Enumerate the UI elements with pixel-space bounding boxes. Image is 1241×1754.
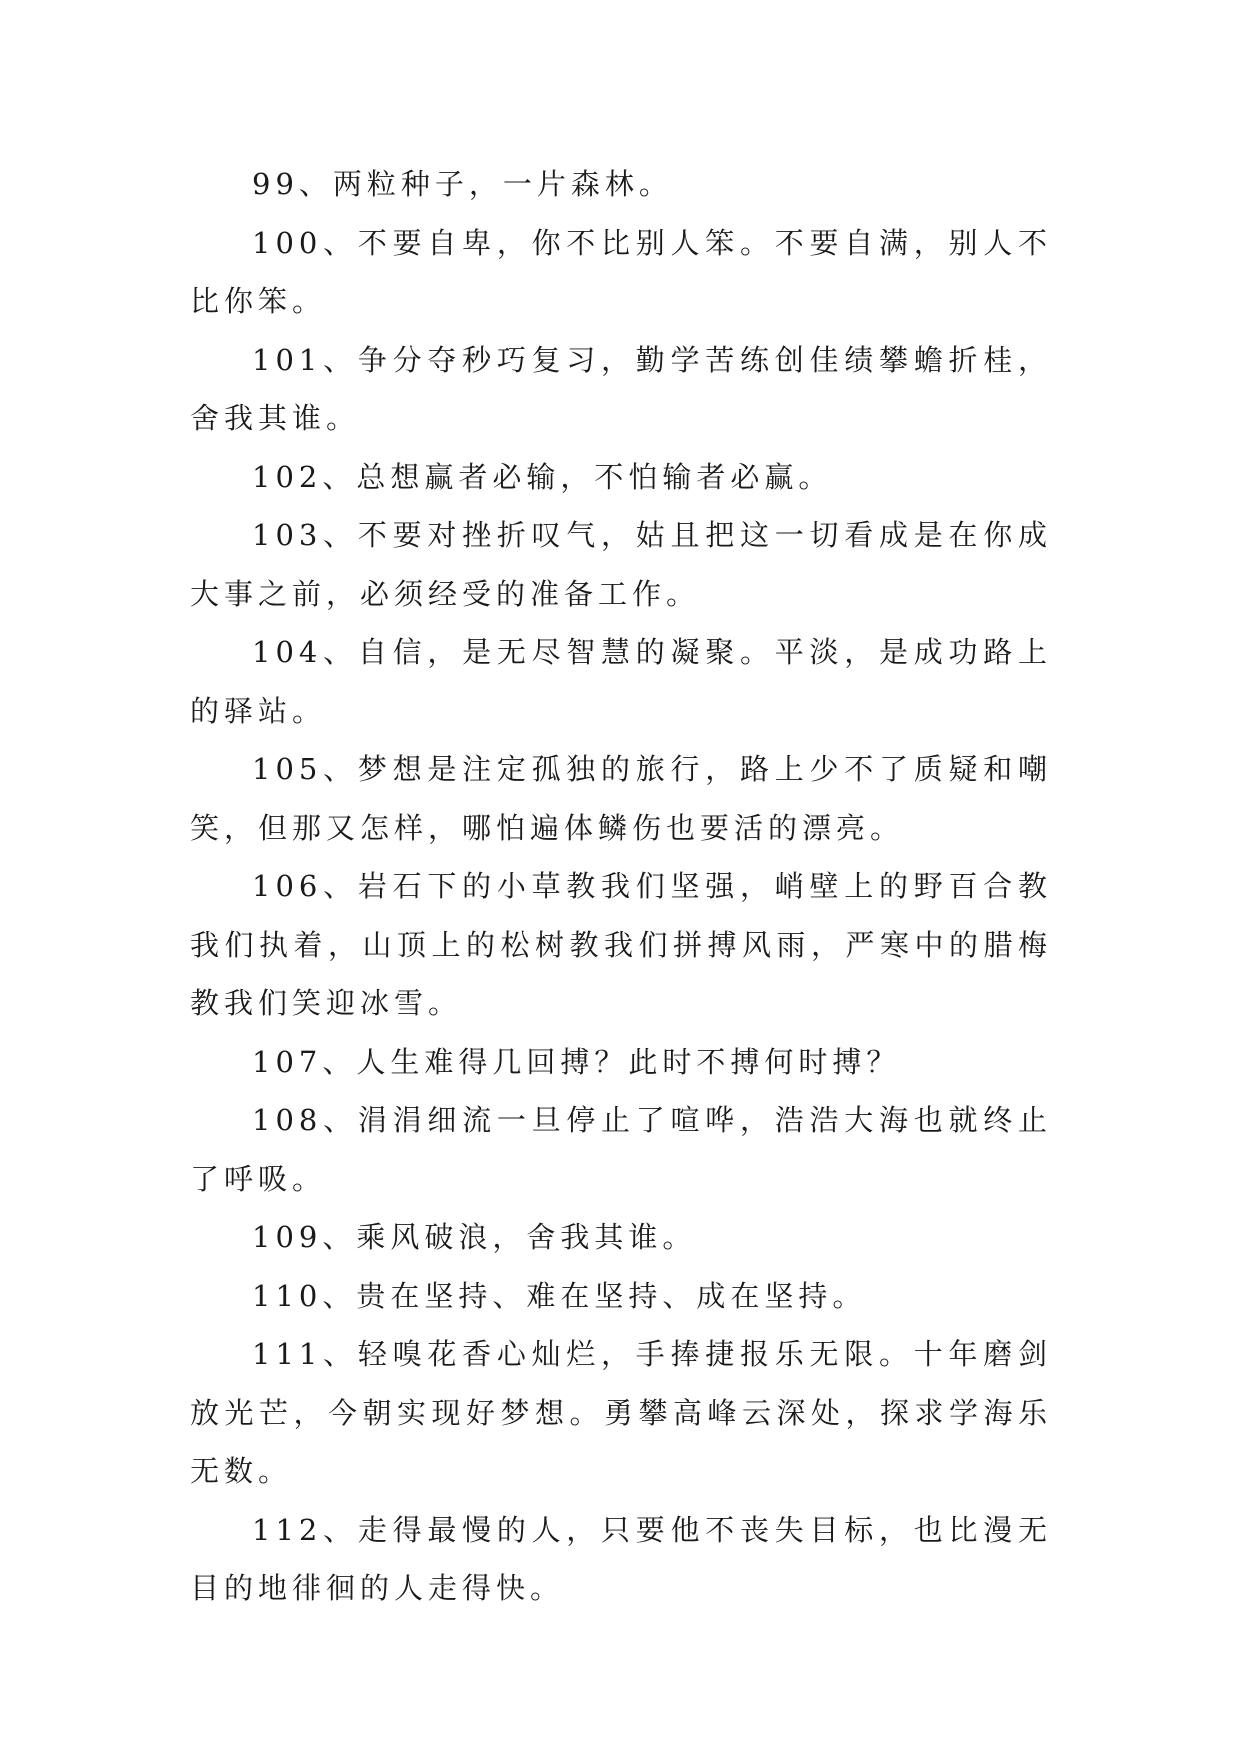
paragraph-112: 112、走得最慢的人，只要他不丧失目标，也比漫无目的地徘徊的人走得快。 <box>190 1512 1052 1605</box>
paragraph-99: 99、两粒种子，一片森林。 <box>252 167 673 201</box>
paragraph-104: 104、自信，是无尽智慧的凝聚。平淡，是成功路上的驿站。 <box>190 635 1052 728</box>
paragraph-100: 100、不要自卑，你不比别人笨。不要自满，别人不比你笨。 <box>190 225 1052 318</box>
paragraph-111: 111、轻嗅花香心灿烂，手捧捷报乐无限。十年磨剑放光芒，今朝实现好梦想。勇攀高峰云深处，探求学海乐无数。 <box>190 1337 1052 1488</box>
paragraph-101: 101、争分夺秒巧复习，勤学苦练创佳绩攀蟾折桂，舍我其谁。 <box>190 342 1052 435</box>
paragraph-103: 103、不要对挫折叹气，姑且把这一切看成是在你成大事之前，必须经受的准备工作。 <box>190 518 1052 611</box>
paragraph-107: 107、人生难得几回搏？此时不搏何时搏？ <box>252 1044 901 1079</box>
paragraph-106: 106、岩石下的小草教我们坚强，峭壁上的野百合教我们执着，山顶上的松树教我们拼搏风雨，严寒中的腊梅教我们笑迎冰雪。 <box>190 869 1052 1020</box>
paragraph-109: 109、乘风破浪，舍我其谁。 <box>252 1220 697 1254</box>
paragraph-102: 102、总想赢者必输，不怕输者必赢。 <box>252 459 833 494</box>
paragraph-105: 105、梦想是注定孤独的旅行，路上少不了质疑和嘲笑，但那又怎样，哪怕遍体鳞伤也要活的漂亮。 <box>190 752 1052 845</box>
paragraph-108: 108、涓涓细流一旦停止了喧哗，浩浩大海也就终止了呼吸。 <box>190 1103 1052 1196</box>
document-body <box>190 155 1052 1618</box>
paragraph-110: 110、贵在坚持、难在坚持、成在坚持。 <box>252 1278 867 1313</box>
